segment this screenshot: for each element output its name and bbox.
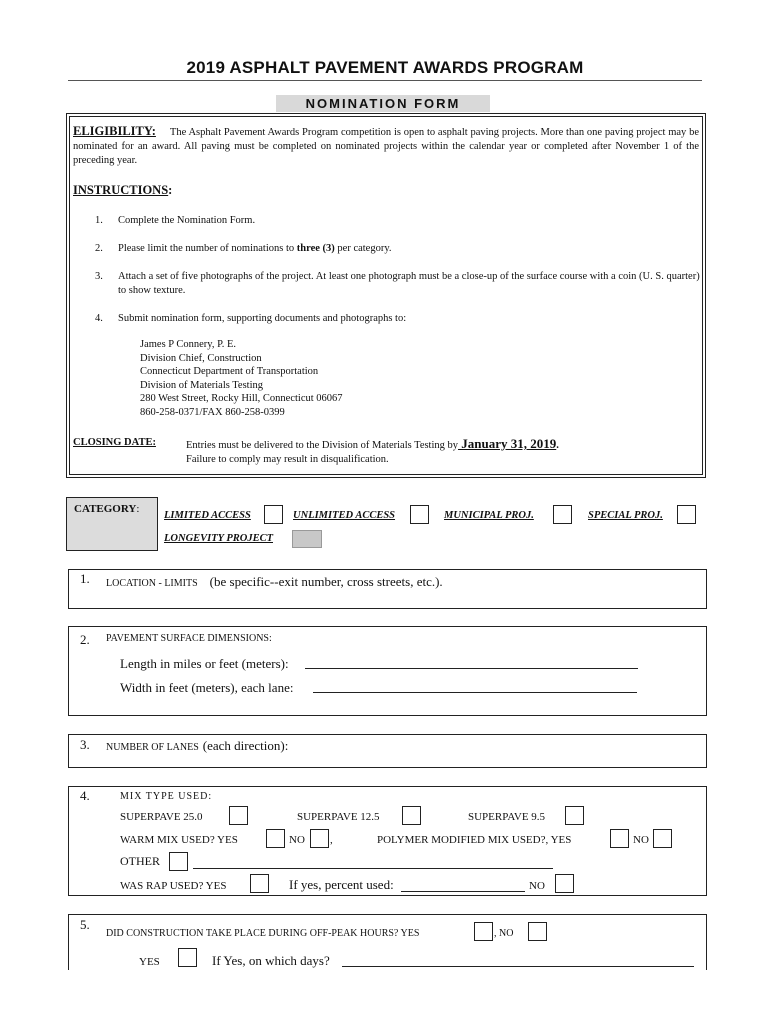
superpave-25-label: SUPERPAVE 25.0 [120,811,203,823]
rap-no-label: NO [529,880,545,892]
warm-mix-yes-checkbox[interactable] [266,829,285,848]
category-label: CATEGORY: [74,503,140,515]
address-line: 860-258-0371/FAX 860-258-0399 [140,406,285,418]
superpave-125-checkbox[interactable] [402,806,421,825]
eligibility-text: The Asphalt Pavement Awards Program competition is open to asphalt paving projects. More than one paving project may be nominated for an award. All paving must be completed on nominated projects within the calendar year or completed after November 1 of the preceding year. [73,127,699,166]
polymer-no-label: NO [633,834,649,846]
category-unlimited-access: UNLIMITED ACCESS [293,510,396,521]
address-line: Connecticut Department of Transportation [140,366,319,377]
instruction-1-num: 1. [95,215,103,226]
rap-percent-input-line[interactable] [401,891,525,892]
superpave-95-checkbox[interactable] [565,806,584,825]
polymer-no-checkbox[interactable] [653,829,672,848]
warm-mix-comma: , [330,834,333,846]
address-line: James P Connery, P. E. [140,339,237,350]
location-label: LOCATION - LIMITS (be specific--exit number, cross streets, etc.). [106,574,443,589]
instruction-4: Submit nomination form, supporting documents and photographs to: [118,313,407,324]
instruction-2: Please limit the number of nominations to three (3) per category. [118,243,392,254]
instructions-heading: INSTRUCTIONS: [73,183,173,197]
closing-date-value: January 31, 2019 [458,436,557,451]
municipal-checkbox[interactable] [553,505,572,524]
instruction-3: Attach a set of five photographs of the project. At least one photograph must be a close-up of the surface course with a coin (U. S. quarter) to show texture. [118,271,700,296]
other-checkbox[interactable] [169,852,188,871]
address-line: 280 West Street, Rocky Hill, Connecticut 06067 [140,393,343,404]
rap-percent-label: If yes, percent used: [289,877,394,892]
category-limited-access: LIMITED ACCESS [164,510,251,521]
eligibility-label: ELIGIBILITY: [73,124,156,138]
length-label: Length in miles or feet (meters): [120,656,289,671]
special-checkbox[interactable] [677,505,696,524]
address-line: Division Chief, Construction [140,352,262,364]
mix-type-label: MIX TYPE USED: [120,791,213,802]
closing-date-text: Entries must be delivered to the Division of Materials Testing by January 31, 2019. Failure to comply may result in disqualification. [186,436,559,465]
off-peak-days-yes-checkbox[interactable] [178,948,197,967]
rap-no-checkbox[interactable] [555,874,574,893]
section-1-number: 1. [80,571,90,586]
instruction-4-num: 4. [95,313,103,324]
section-off-peak [68,914,707,970]
eligibility-paragraph [73,124,699,168]
unlimited-access-checkbox[interactable] [410,505,429,524]
off-peak-yes-checkbox[interactable] [474,922,493,941]
form-subtitle: NOMINATION FORM [276,95,490,112]
instruction-1: Complete the Nomination Form. [118,215,256,226]
width-input-line[interactable] [313,692,637,693]
superpave-95-label: SUPERPAVE 9.5 [468,811,546,823]
lanes-label: NUMBER OF LANES (each direction): [106,738,289,753]
section-2-number: 2. [80,632,90,647]
address-line: Division of Materials Testing [140,379,264,391]
other-input-line[interactable] [193,868,553,869]
width-label: Width in feet (meters), each lane: [120,680,294,695]
section-5-number: 5. [80,917,90,932]
warm-mix-no-checkbox[interactable] [310,829,329,848]
category-municipal: MUNICIPAL PROJ. [444,510,534,521]
category-longevity: LONGEVITY PROJECT [164,533,273,544]
off-peak-no-label: , NO [494,928,514,939]
title-divider [68,80,702,81]
rap-yes-checkbox[interactable] [250,874,269,893]
warm-mix-no-label: NO [289,834,305,846]
off-peak-days-label: If Yes, on which days? [212,953,330,968]
instruction-2-num: 2. [95,243,103,254]
polymer-yes-checkbox[interactable] [610,829,629,848]
off-peak-days-input-line[interactable] [342,966,694,967]
length-input-line[interactable] [305,668,638,669]
polymer-label: POLYMER MODIFIED MIX USED?, YES [377,834,572,846]
off-peak-yes-label: YES [139,956,160,968]
superpave-125-label: SUPERPAVE 12.5 [297,811,380,823]
superpave-25-checkbox[interactable] [229,806,248,825]
off-peak-no-checkbox[interactable] [528,922,547,941]
mailing-address [140,338,343,419]
dimensions-label: PAVEMENT SURFACE DIMENSIONS: [106,633,272,644]
off-peak-question: DID CONSTRUCTION TAKE PLACE DURING OFF-PEAK HOURS? YES [106,928,420,939]
instruction-3-num: 3. [95,271,103,282]
rap-label: WAS RAP USED? YES [120,880,227,892]
section-3-number: 3. [80,737,90,752]
other-label: OTHER [120,854,160,868]
longevity-checkbox[interactable] [292,530,322,548]
section-4-number: 4. [80,788,90,803]
warm-mix-label: WARM MIX USED? YES [120,834,238,846]
category-special: SPECIAL PROJ. [588,510,663,521]
form-title: 2019 ASPHALT PAVEMENT AWARDS PROGRAM [186,58,584,77]
closing-date-label: CLOSING DATE: [73,437,156,448]
limited-access-checkbox[interactable] [264,505,283,524]
